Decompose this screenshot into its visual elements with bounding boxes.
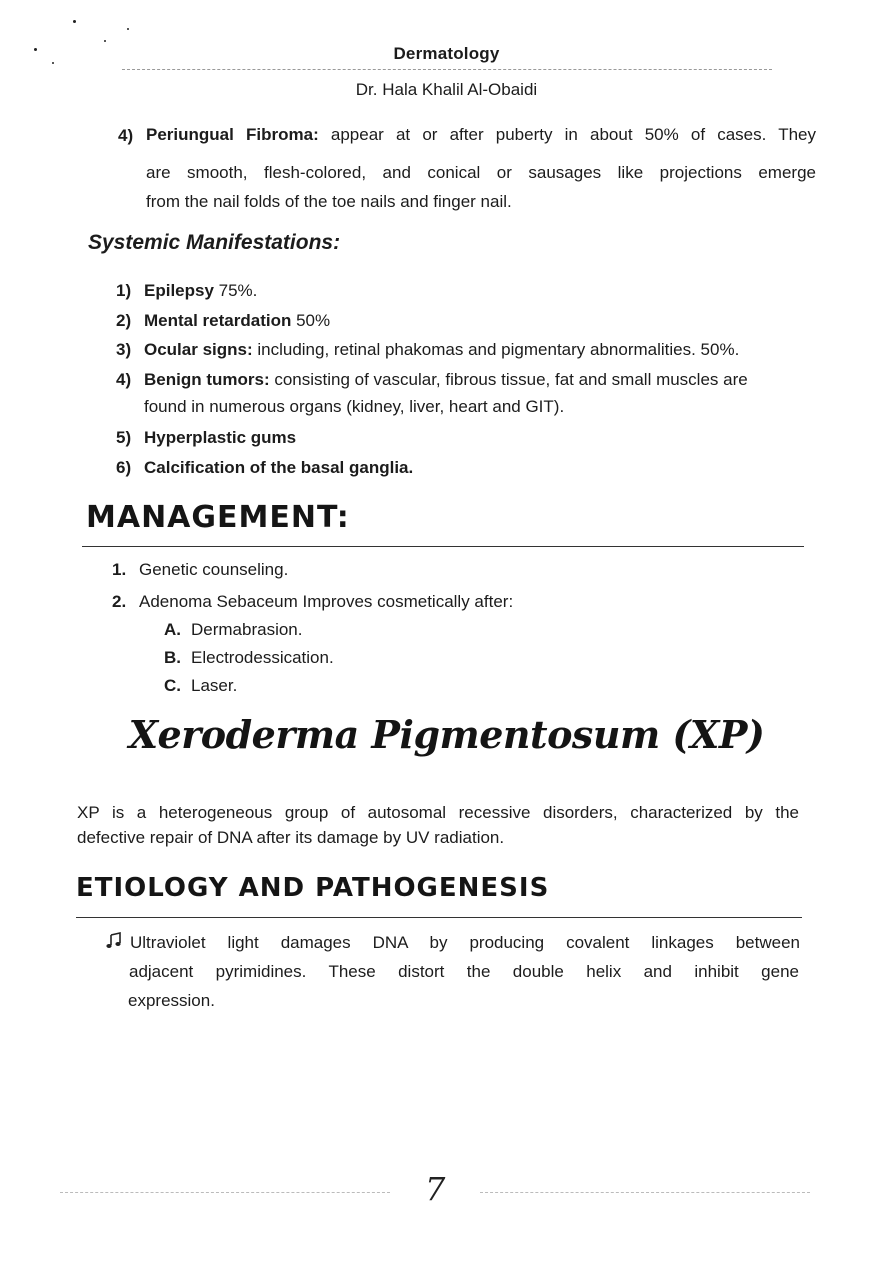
sublist-item: Laser. [191,676,238,695]
item-term: Periungual Fibroma: [146,125,319,144]
list-item [144,366,808,394]
etiology-heading: ETIOLOGY AND PATHOGENESIS [76,873,550,903]
scan-speck [127,28,129,30]
list-number: 3) [116,340,132,359]
page-number: 7 [425,1170,446,1208]
item-line [146,121,816,149]
list-term: Mental retardation [144,311,292,330]
list-number: 4) [116,370,132,389]
list-text: including, retinal phakomas and pigmentary abnormalities. 50%. [252,340,740,359]
list-number: 1) [116,281,132,300]
item-line: are smooth, flesh-colored, and conical or sausages like projections emerge [146,163,816,182]
list-text: 50% [291,311,331,330]
bullet-line: Ultraviolet light damages DNA by producing covalent linkages between [130,933,800,952]
document-author: Dr. Hala Khalil Al-Obaidi [355,80,538,99]
list-text: 75%. [213,281,258,300]
list-item: Genetic counseling. [139,560,289,579]
sublist-letter: A. [164,620,181,639]
item-number: 4) [118,126,134,145]
xp-paragraph-line: XP is a heterogeneous group of autosomal recessive disorders, characterized by the [77,803,799,822]
sublist-letter: B. [164,648,181,667]
xp-paragraph-line: defective repair of DNA after its damage by UV radiation. [77,828,505,847]
header-divider [122,69,772,70]
document-header-title: Dermatology [393,44,500,63]
bullet-line: expression. [128,991,215,1010]
list-item [144,277,257,305]
list-number: 2. [112,592,127,611]
list-item [144,307,330,335]
music-note-icon [105,932,123,955]
list-term: Calcification of the basal ganglia. [144,458,414,477]
footer-scan-line [60,1192,390,1193]
scan-speck [73,20,76,23]
list-number: 2) [116,311,132,330]
list-item [144,424,296,452]
list-term: Ocular signs: [144,340,253,359]
systemic-manifestations-heading: Systemic Manifestations: [88,231,341,254]
section-rule [76,917,802,918]
list-text: consisting of vascular, fibrous tissue, fat and small muscles are [269,370,748,389]
list-term: Hyperplastic gums [144,428,297,447]
list-item [144,454,413,482]
list-term: Epilepsy [144,281,214,300]
xeroderma-pigmentosum-title: Xeroderma Pigmentosum (XP) [128,712,765,757]
list-number: 5) [116,428,132,447]
list-term: Benign tumors: [144,370,270,389]
list-number: 6) [116,458,132,477]
sublist-item: Dermabrasion. [191,620,303,639]
footer-scan-line [480,1192,810,1193]
item-text: appear at or after puberty in about 50% of cases. They [318,125,816,144]
sublist-item: Electrodessication. [191,648,334,667]
section-rule [82,546,804,547]
list-item: Adenoma Sebaceum Improves cosmetically after: [139,592,514,611]
list-item [144,336,804,364]
item-line: from the nail folds of the toe nails and finger nail. [146,192,512,211]
sublist-letter: C. [164,676,181,695]
bullet-line: adjacent pyrimidines. These distort the double helix and inhibit gene [129,962,799,981]
management-heading: MANAGEMENT: [86,500,350,535]
list-item-continuation: found in numerous organs (kidney, liver, heart and GIT). [144,397,565,416]
scan-speck [104,40,106,42]
list-number: 1. [112,560,127,579]
